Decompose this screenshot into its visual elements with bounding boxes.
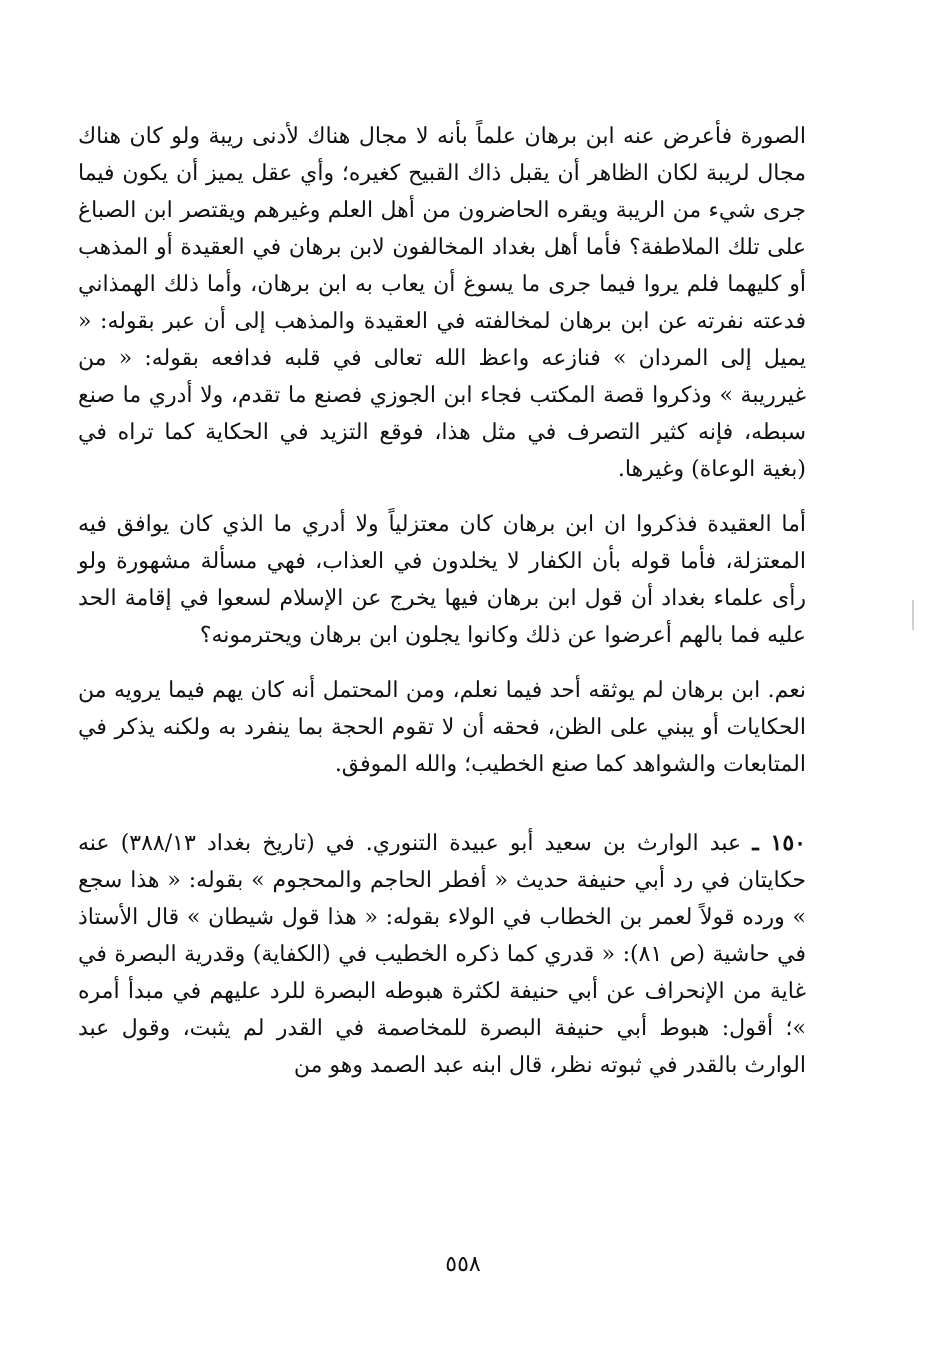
paragraph-1: الصورة فأعرض عنه ابن برهان علماً بأنه لا مجال هناك لأدنى ريبة ولو كان هناك مجال لريبة لكان الظاهر أن يقبل ذاك القبيح كغيره؛ وأي عقل يميز أن يكون فيما جرى شيء من الريبة ويقره الحاضرون من أهل العلم وغيرهم ويقتصر ابن الصباغ على تلك الملاطفة؟ فأما أهل بغداد المخالفون لابن برهان في العقيدة أو المذهب أو كليهما فلم يروا فيما جرى ما يسوغ أن يعاب به ابن برهان، وأما ذلك الهمذاني فدعته نفرته عن ابن برهان لمخالفته في العقيدة والمذهب إلى أن عبر بقوله: « يميل إلى المردان » فنازعه واعظ الله تعالى في قلبه فدافعه بقوله: « من غيرريبة » وذكروا قصة المكتب فجاء ابن الجوزي فصنع ما تقدم، ولا أدري ما صنع سبطه، فإنه كثير التصرف في مثل هذا، فوقع التزيد في الحكاية كما تراه في (بغية الوعاة) وغيرها.	[78, 124, 806, 482]
paragraph-2: أما العقيدة فذكروا ان ابن برهان كان معتزلياً ولا أدري ما الذي كان يوافق فيه المعتزلة، فأما قوله بأن الكفار لا يخلدون في العذاب، فهي مسألة مشهورة ولو رأى علماء بغداد أن قول ابن برهان فيها يخرج عن الإسلام لسعوا في إقامة الحد عليه فما بالهم أعرضوا عن ذلك وكانوا يجلون ابن برهان ويحترمونه؟	[78, 512, 806, 648]
entry-150	[78, 825, 806, 1084]
entry-text: عبد الوارث بن سعيد أبو عبيدة التنوري. في (تاريخ بغداد ٣٨٨/١٣) عنه حكايتان في رد أبي حنيفة حديث « أفطر الحاجم والمحجوم » بقوله: « هذا سجع » ورده قولاً لعمر بن الخطاب في الولاء بقوله: « هذا قول شيطان » قال الأستاذ في حاشية (ص ٨١): « قدري كما ذكره الخطيب في (الكفاية) وقدرية البصرة في غاية من الإنحراف عن أبي حنيفة لكثرة هبوطه البصرة للرد عليهم في مبدأ أمره »؛ أقول: هبوط أبي حنيفة البصرة للمخاصمة في القدر لم يثبت، وقول عبد الوارث بالقدر في ثبوته نظر، قال ابنه عبد الصمد وهو من	[78, 831, 806, 1078]
page-body	[78, 118, 806, 1084]
margin-mark	[912, 600, 914, 630]
page-number: ٥٥٨	[445, 1252, 481, 1277]
paragraph-3: نعم. ابن برهان لم يوثقه أحد فيما نعلم، ومن المحتمل أنه كان يهم فيما يرويه من الحكايات أو يبني على الظن، فحقه أن لا تقوم الحجة بما ينفرد به ولكنه يذكر في المتابعات والشواهد كما صنع الخطيب؛ والله الموفق.	[78, 678, 806, 777]
entry-number: ١٥٠ ـ	[752, 830, 806, 856]
